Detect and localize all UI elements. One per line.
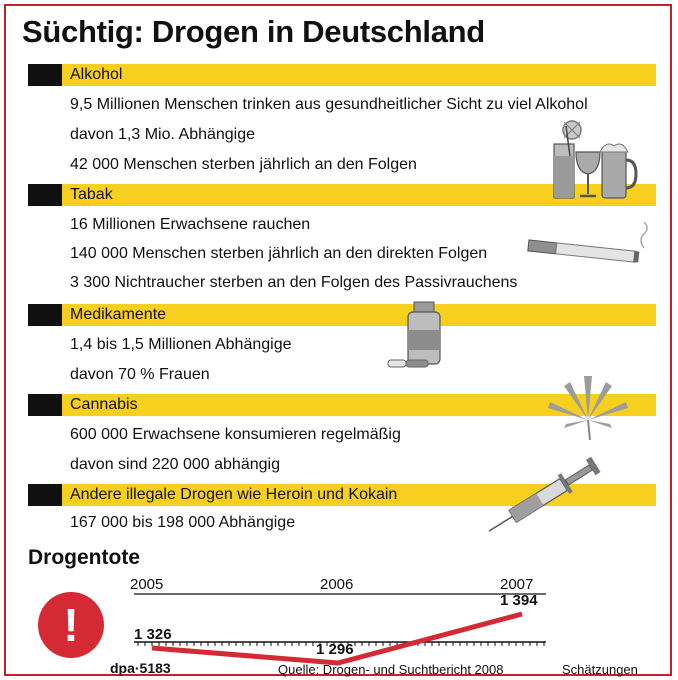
section-line: 3 300 Nichtraucher sterben an den Folgen des Passivrauchens — [70, 274, 518, 291]
section-marker — [28, 64, 62, 86]
data-label: 1 326 — [134, 626, 172, 643]
section-line: davon sind 220 000 abhängig — [70, 456, 280, 473]
syringe-icon — [484, 458, 616, 528]
agency-credit: dpa·5183 — [110, 660, 171, 676]
section-label: Andere illegale Drogen wie Heroin und Kokain — [70, 486, 398, 503]
x-tick-label: 2006 — [320, 576, 354, 593]
chart-title: Drogentote — [28, 546, 140, 569]
section-label: Medikamente — [70, 306, 167, 323]
section-line: 9,5 Millionen Menschen trinken aus gesundheitlicher Sicht zu viel Alkohol — [70, 96, 588, 113]
exclamation-icon: ! — [38, 592, 104, 658]
data-label: 1 296 — [316, 641, 354, 658]
x-tick-label: 2005 — [130, 576, 164, 593]
page-title: Süchtig: Drogen in Deutschland — [22, 14, 485, 49]
infographic-frame — [4, 4, 672, 676]
cigarette-icon — [526, 228, 654, 268]
section-bar-medikamente — [28, 304, 656, 326]
section-line: 1,4 bis 1,5 Millionen Abhängige — [70, 336, 292, 353]
section-label: Alkohol — [70, 66, 123, 83]
section-line: 140 000 Menschen sterben jährlich an den direkten Folgen — [70, 245, 488, 262]
section-bar-alkohol — [28, 64, 656, 86]
source-note: Quelle: Drogen- und Suchtbericht 2008 — [278, 662, 504, 677]
section-label: Tabak — [70, 186, 113, 203]
alcohol-glasses-icon — [548, 116, 638, 202]
section-marker — [28, 304, 62, 326]
section-marker — [28, 394, 62, 416]
section-line: 42 000 Menschen sterben jährlich an den Folgen — [70, 156, 417, 173]
section-marker — [28, 184, 62, 206]
section-line: 167 000 bis 198 000 Abhängige — [70, 514, 296, 531]
section-marker — [28, 484, 62, 506]
medicine-bottle-icon — [386, 298, 456, 374]
section-line: 16 Millionen Erwachsene rauchen — [70, 216, 311, 233]
data-label: 1 394 — [500, 592, 538, 609]
section-line: davon 1,3 Mio. Abhängige — [70, 126, 256, 143]
section-line: davon 70 % Frauen — [70, 366, 210, 383]
x-tick-label: 2007 — [500, 576, 534, 593]
section-line: 600 000 Erwachsene konsumieren regelmäßig — [70, 426, 401, 443]
series-line — [152, 614, 522, 663]
section-label: Cannabis — [70, 396, 138, 413]
estimate-note: Schätzungen — [562, 662, 638, 677]
cannabis-leaf-icon — [544, 368, 632, 444]
